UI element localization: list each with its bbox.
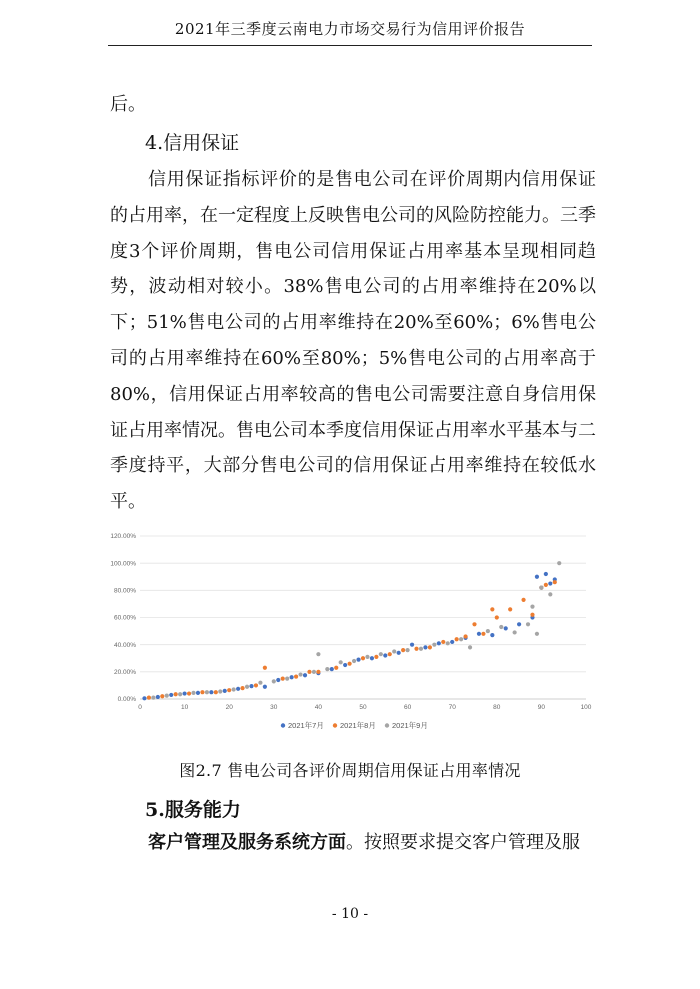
section-5-paragraph [148,828,580,854]
data-point [196,691,200,695]
data-point [325,667,329,671]
data-point [459,637,463,641]
data-point [249,684,253,688]
data-point [414,647,418,651]
data-point [178,692,182,696]
data-point [223,689,227,693]
data-point [548,592,552,596]
data-point [383,653,387,657]
figure-caption: 图2.7 售电公司各评价周期信用保证占用率情况 [179,761,521,780]
section-4-heading: 4.信用保证 [145,132,240,154]
data-point [437,641,441,645]
section-5-heading: 5.服务能力 [145,799,241,821]
data-point [232,687,236,691]
data-point [312,670,316,674]
data-point [477,632,481,636]
data-point [446,641,450,645]
data-point [530,613,534,617]
data-point [526,622,530,626]
page-number: - 10 - [331,906,369,922]
x-tick-label: 50 [359,704,367,711]
data-point [410,643,414,647]
data-point [370,656,374,660]
data-point [165,694,169,698]
data-point [298,672,302,676]
data-point [486,629,490,633]
data-point [455,637,459,641]
data-point [423,645,427,649]
y-tick-label: 120.00% [110,533,136,541]
legend-label: 2021年8月 [340,721,376,730]
section-4-paragraph [110,162,596,520]
data-point [499,625,503,629]
data-point [316,670,320,674]
data-point [432,643,436,647]
data-point [504,626,508,630]
y-tick-label: 80.00% [113,587,136,595]
data-point [495,615,499,619]
data-point [285,677,289,681]
x-tick-label: 10 [180,704,189,711]
data-point [535,632,539,636]
data-point [169,693,173,697]
scatter-chart [108,528,596,742]
y-tick-label: 60.00% [113,614,136,622]
chart-svg [108,528,596,742]
data-point [463,634,467,638]
legend-marker [281,723,285,727]
data-point [236,687,240,691]
data-point [272,679,276,683]
data-point [472,622,476,626]
data-point [343,663,347,667]
y-tick-label: 100.00% [110,560,136,568]
legend-label: 2021年9月 [392,721,428,730]
data-point [174,692,178,696]
page-header: 2021年三季度云南电力市场交易行为信用评价报告 [108,18,592,46]
paragraph-text: 。按照要求提交客户管理及服 [346,832,580,853]
data-point [428,645,432,649]
data-point [539,586,543,590]
data-point [258,681,262,685]
data-point [227,688,231,692]
y-tick-label: 0.00% [117,696,136,704]
data-point [281,677,285,681]
data-point [441,640,445,644]
data-point [553,580,557,584]
data-point [548,581,552,585]
data-point [419,647,423,651]
data-point [481,632,485,636]
x-tick-label: 30 [270,704,278,711]
y-tick-label: 20.00% [113,669,136,677]
data-point [209,690,213,694]
data-point [392,649,396,653]
data-point [263,666,267,670]
data-point [183,691,187,695]
data-point [245,685,249,689]
data-point [388,652,392,656]
data-point [397,651,401,655]
data-point [352,659,356,663]
continuation-text: 后。 [110,94,146,115]
x-tick-label: 100 [580,704,592,711]
x-tick-label: 0 [138,704,142,711]
y-tick-label: 40.00% [113,641,136,649]
x-tick-label: 80 [493,704,501,711]
legend-marker [333,723,337,727]
data-point [191,691,195,695]
x-tick-label: 20 [225,704,233,711]
data-point [450,640,454,644]
data-point [365,655,369,659]
data-point [218,689,222,693]
data-point [535,575,539,579]
x-tick-label: 40 [314,704,323,711]
data-point [544,583,548,587]
data-point [361,656,365,660]
data-point [406,648,410,652]
data-point [468,645,472,649]
data-point [156,695,160,699]
data-point [147,696,151,700]
data-point [276,678,280,682]
data-point [205,690,209,694]
data-point [530,605,534,609]
data-point [214,690,218,694]
x-tick-label: 90 [537,704,546,711]
data-point [379,652,383,656]
paragraph-text: 信用保证指标评价的是售电公司在评价周期内信用保证的占用率，在一定程度上反映售电公司的风险防控能力。三季度3个评价周期，售电公司信用保证占用率基本呈现相同趋势，波动相对较小。38%售电公司的占用率维持在20%以下；51%售电公司的占用率维持在20%至60%；6%售电公司的占用率维持在60%至80%；5%售电公司的占用率高于80%，信用保证占用率较高的售电公司需要注意自身信用保证占用率情况。售电公司本季度信用保证占用率水平基本与二季度持平，大部分售电公司的信用保证占用率维持在较低水平。 [110,169,596,513]
data-point [330,667,334,671]
data-point [517,622,521,626]
data-point [160,694,164,698]
data-point [187,691,191,695]
legend-label: 2021年7月 [288,721,324,730]
data-point [142,696,146,700]
data-point [521,598,525,602]
data-point [334,666,338,670]
data-point [339,660,343,664]
data-point [356,658,360,662]
bold-lead-text: 客户管理及服务系统方面 [148,832,346,853]
data-point [374,655,378,659]
data-point [557,561,561,565]
data-point [544,572,548,576]
x-tick-label: 60 [403,704,412,711]
data-point [490,633,494,637]
data-point [254,683,258,687]
data-point [348,662,352,666]
x-tick-label: 70 [448,704,456,711]
data-point [513,630,517,634]
data-point [307,670,311,674]
data-point [240,686,244,690]
data-point [401,648,405,652]
data-point [151,696,155,700]
data-point [490,607,494,611]
data-point [316,652,320,656]
data-point [290,675,294,679]
data-point [508,607,512,611]
data-point [263,685,267,689]
data-point [294,674,298,678]
data-point [303,673,307,677]
legend-marker [385,723,389,727]
data-point [200,690,204,694]
